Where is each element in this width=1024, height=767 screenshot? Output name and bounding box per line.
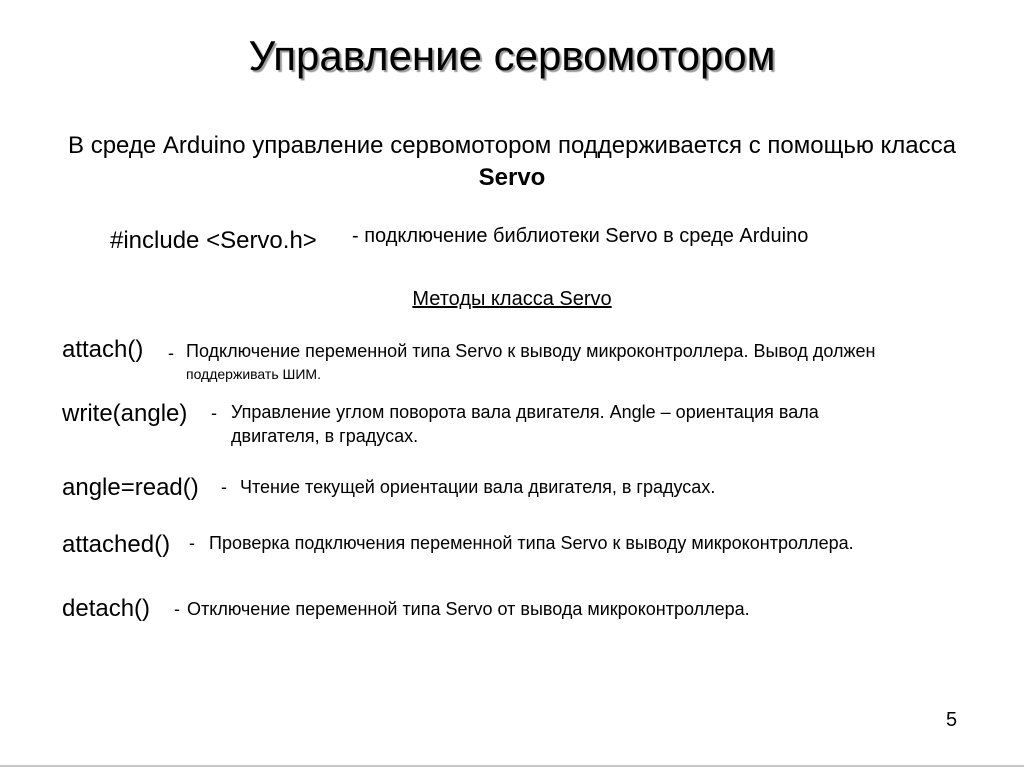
method-name-attached: attached() (62, 531, 171, 558)
method-name-write: write(angle) (62, 400, 188, 427)
intro-paragraph (60, 130, 964, 194)
intro-bold-word: Servo (478, 164, 546, 191)
method-description-write-line1: Управление углом поворота вала двигателя. Angle – ориентация вала (231, 402, 819, 422)
method-dash-detach: - (174, 599, 180, 619)
method-name-detach: detach() (62, 595, 151, 622)
method-description-write-line2: двигателя, в градусах. (231, 426, 419, 446)
method-dash-write: - (211, 403, 217, 423)
method-description-write (231, 400, 931, 448)
include-description: - подключение библиотеки Servo в среде Arduino (352, 225, 809, 247)
method-dash-attach: - (168, 343, 174, 363)
slide-title: Управление сервомотором (248, 32, 776, 79)
include-code: #include <Servo.h> (110, 227, 317, 254)
method-description-attach-line1: Подключение переменной типа Servo к выводу микроконтроллера. Вывод должен (186, 341, 876, 361)
method-name-attach: attach() (62, 336, 144, 363)
method-description-detach: Отключение переменной типа Servo от вывода микроконтроллера. (187, 599, 750, 619)
intro-text: В среде Arduino управление сервомотором поддерживается с помощью класса (68, 132, 956, 159)
method-dash-read: - (221, 477, 227, 497)
page-number: 5 (946, 709, 958, 731)
methods-heading: Методы класса Servo (412, 288, 612, 310)
method-description-attach (186, 339, 986, 385)
method-name-read: angle=read() (62, 474, 199, 501)
method-dash-attached: - (189, 533, 195, 553)
method-description-attached: Проверка подключения переменной типа Servo к выводу микроконтроллера. (209, 533, 854, 553)
method-description-attach-line2: поддерживать ШИМ. (186, 366, 321, 382)
method-description-read: Чтение текущей ориентации вала двигателя, в градусах. (240, 477, 716, 497)
